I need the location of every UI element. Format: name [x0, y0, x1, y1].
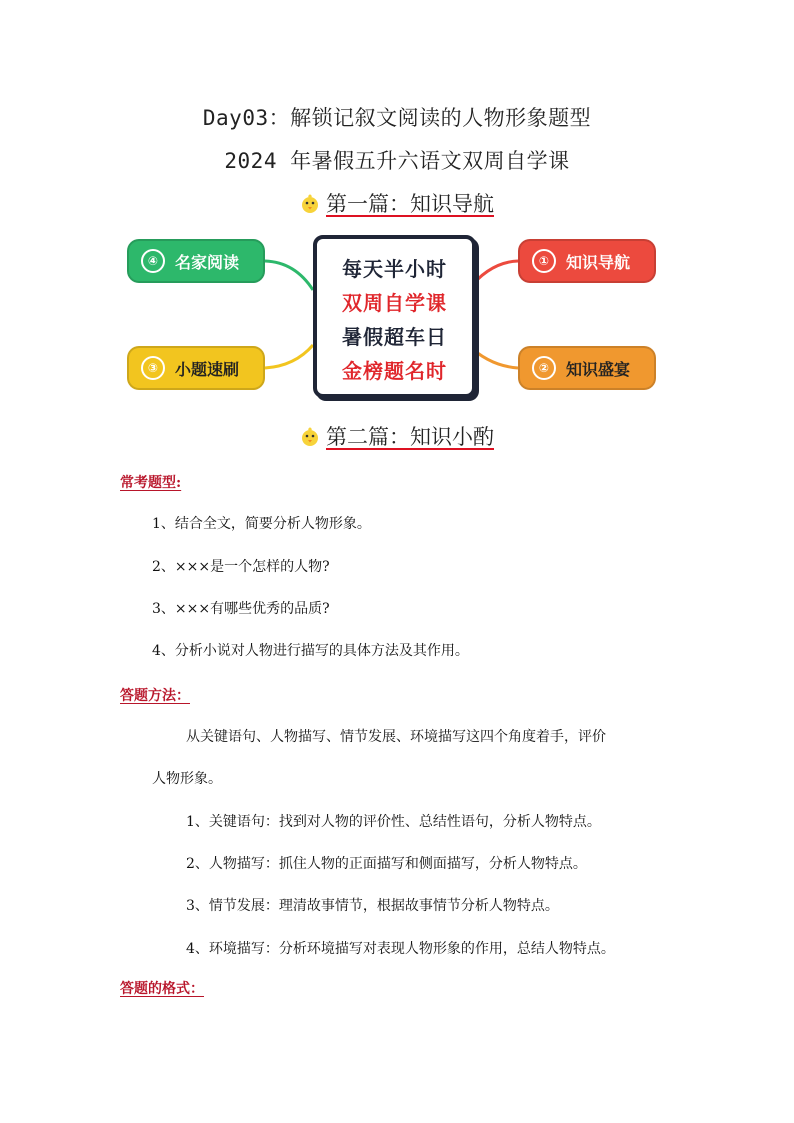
question-type-item: 1、结合全文，简要分析人物形象。 [152, 516, 371, 532]
method-intro-line: 从关键语句、人物描写、情节发展、环境描写这四个角度着手，评价 [186, 729, 606, 745]
answer-format-label: 答题的格式： [120, 981, 204, 997]
document-subtitle: 2024 年暑假五升六语文双周自学课 [224, 149, 570, 173]
mindmap-node-knowledge-navigation [518, 239, 656, 283]
center-line-4: 金榜题名时 [342, 359, 447, 383]
center-line-1: 每天半小时 [342, 257, 447, 281]
chick-icon [300, 194, 320, 219]
answer-method-label: 答题方法： [120, 688, 190, 704]
mindmap-node-famous-reading [127, 239, 265, 283]
node-label: 知识导航 [566, 252, 631, 272]
node-number: ② [532, 356, 556, 380]
document-title: Day03：解锁记叙文阅读的人物形象题型 [202, 106, 592, 130]
method-item: 1、关键语句：找到对人物的评价性、总结性语句，分析人物特点。 [186, 814, 601, 830]
node-number: ④ [141, 249, 165, 273]
center-line-2: 双周自学课 [342, 291, 447, 315]
method-intro-line: 人物形象。 [152, 771, 222, 787]
node-number: ③ [141, 356, 165, 380]
question-type-item: 4、分析小说对人物进行描写的具体方法及其作用。 [152, 643, 469, 659]
mindmap-node-knowledge-feast [518, 346, 656, 390]
question-type-item: 2、×××是一个怎样的人物? [152, 559, 330, 575]
node-number: ① [532, 249, 556, 273]
center-line-3: 暑假超车日 [342, 325, 447, 349]
section-heading-text: 第二篇：知识小酌 [326, 425, 494, 449]
common-question-types-label: 常考题型: [120, 475, 182, 491]
mindmap-center-box [313, 235, 476, 398]
section-heading-text: 第一篇：知识导航 [326, 192, 494, 216]
method-item: 3、情节发展：理清故事情节，根据故事情节分析人物特点。 [186, 898, 559, 914]
section-heading-part2 [0, 421, 794, 452]
method-item: 4、环境描写：分析环境描写对表现人物形象的作用，总结人物特点。 [186, 941, 615, 957]
mindmap-node-quick-practice [127, 346, 265, 390]
node-label: 小题速刷 [175, 359, 240, 379]
chick-icon [300, 427, 320, 452]
node-label: 名家阅读 [175, 252, 240, 272]
section-heading-part1 [0, 188, 794, 219]
node-label: 知识盛宴 [566, 359, 631, 379]
question-type-item: 3、×××有哪些优秀的品质? [152, 601, 330, 617]
method-item: 2、人物描写：抓住人物的正面描写和侧面描写，分析人物特点。 [186, 856, 587, 872]
